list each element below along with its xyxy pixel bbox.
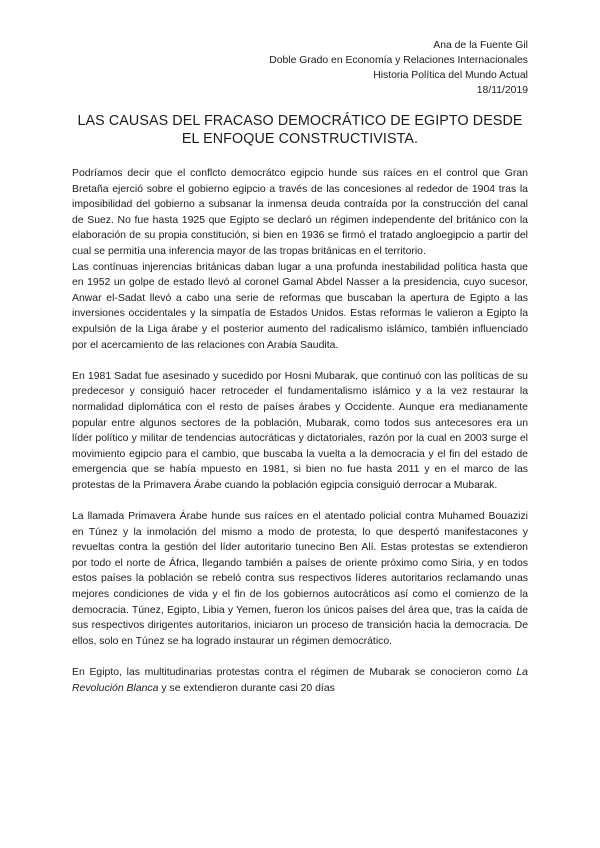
degree-name: Doble Grado en Economía y Relaciones Internacionales [269,55,528,66]
title-line-2: EL ENFOQUE CONSTRUCTIVISTA. [181,131,419,147]
paragraph-2: Las contínuas injerencias británicas daban lugar a una profunda inestabilidad política hasta que en 1952 un golpe de estado llevó al coronel Gamal Abdel Nasser a la presidencia, cuyo sucesor, Anwar el-Sadat llevó a cabo una serie de reformas que buscaban la apertura de Egipto a las inversiones occidentales y la simpatía de Estados Unidos. Estas reformas le valieron a Egipto la expulsión de la Liga árabe y el posterior aumento del radicalismo islámico, también influenciado por el acercamiento de las relaciones con Arabia Saudita. [72,261,528,351]
course-name: Historia Política del Mundo Actual [373,70,528,81]
document-body [72,166,528,696]
paragraph-5 [72,665,528,696]
author-name: Ana de la Fuente Gil [433,40,528,51]
paragraph-1: Podríamos decir que el conflcto democrátco egipcio hunde sus raíces en el control que Gran Bretaña ejerció sobre el gobierno egipcio a través de las concesiones al rededor de 1904 tras la imposibilidad del gobierno a subsanar la inmensa deuda contraída por la construcción del canal de Suez. No fue hasta 1925 que Egipto se declaró un régimen independente del británico con la elaboración de su propia constitución, si bien en 1936 se firmó el tratado angloegipcio a partir del cual se permitía una inferencia mayor de las tropas británicas en el territorio. [72,168,528,257]
paragraph-5-italic: La Revolución Blanca [72,667,528,694]
document-title [72,112,528,148]
document-date: 18/11/2019 [476,85,528,96]
paragraph-5-start: En Egipto, las multitudinarias protestas contra el régimen de Mubarak se conocieron como [72,667,517,678]
paragraph-3: En 1981 Sadat fue asesinado y sucedido por Hosni Mubarak, que continuó con las políticas de su predecesor y consiguió hacer retroceder el fundamentalismo islámico y a la vez restaurar la normalidad diplomática con el resto de países árabes y Occidente. Aunque era medianamente popular entre algunos sectores de la población, Mubarak, como todos sus antecesores era un líder político y militar de tendencias autocráticas y dictatoriales, razón por la cual en 2003 surge el movimiento egipcio para el cambio, que buscaba la vuelta a la democracia y el fin del estado de emergencia que se había mpuesto en 1981, si bien no fue hasta 2011 y en el marco de las protestas de la Primavera Árabe cuando la población egipcia consiguió derrocar a Mubarak. [72,370,528,491]
paragraph-5-end: y se extendieron durante casi 20 días [158,682,335,694]
document-header [269,38,528,98]
title-line-1: LAS CAUSAS DEL FRACASO DEMOCRÁTICO DE EGIPTO DESDE [77,113,523,129]
paragraph-4: La llamada Primavera Árabe hunde sus raíces en el atentado policial contra Muhamed Bouazizi en Túnez y la inmolación del mismo a modo de protesta, lo que despertó manifestacones y revueltas contra la gestión del líder autoritario tunecino Ben Alí. Estas protestas se extendieron por todo el norte de África, llegando también a países de oriente próximo como Siria, y en todos estos países la población se rebeló contra sus respectivos líderes autoritarios reclamando unas mejores condiciones de vida y el fin de los gobiernos autocráticos así como el comienzo de la democracia. Túnez, Egipto, Libia y Yemen, fueron los únicos países del área que, tras la caída de sus respectivos dirigentes autoritarios, iniciaron un proceso de transición hacia la democracia. De ellos, solo en Túnez se ha logrado instaurar un régimen democrático. [72,511,528,647]
